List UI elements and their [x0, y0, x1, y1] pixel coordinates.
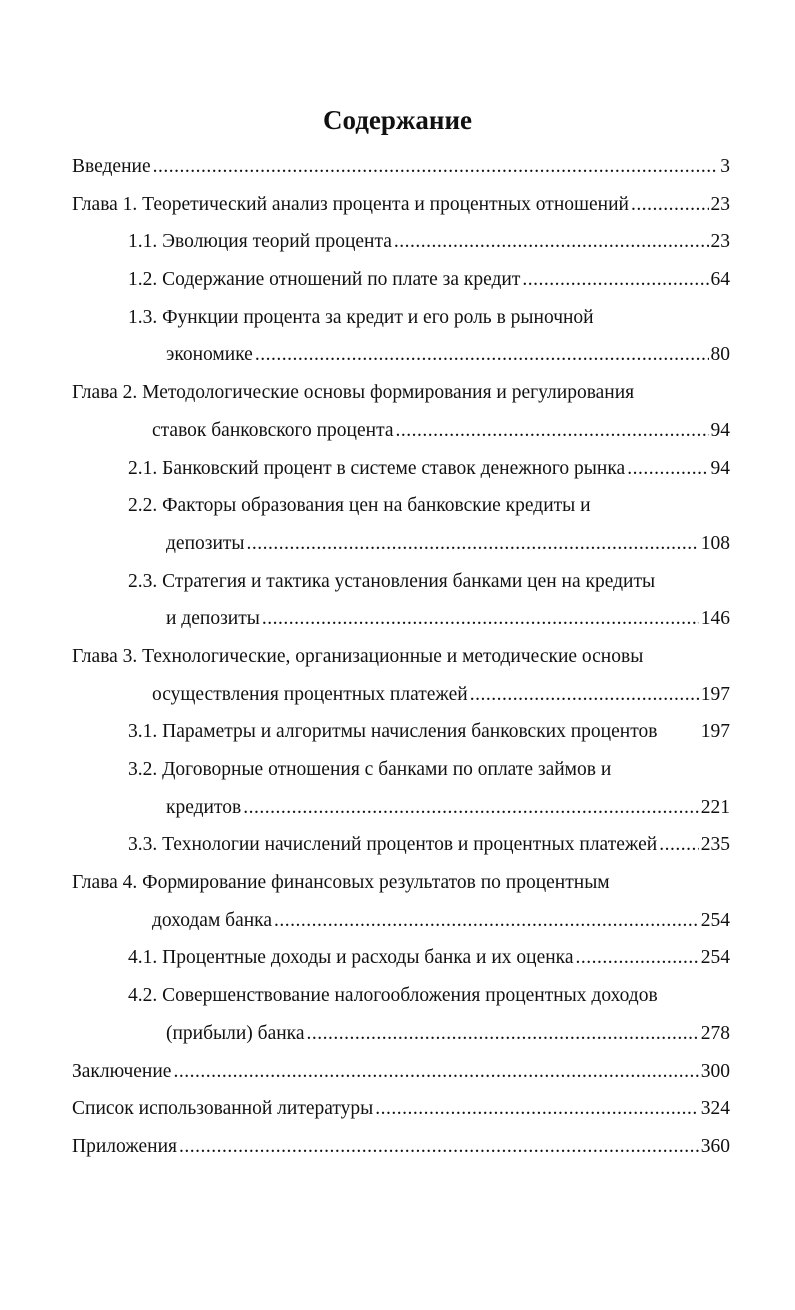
toc-line: [128, 450, 730, 488]
toc-line: [152, 676, 730, 714]
toc-line: [72, 148, 730, 186]
toc-page-number: 94: [710, 457, 730, 479]
toc-entry: [0, 638, 795, 676]
toc-line: [72, 1128, 730, 1166]
toc-entry: [0, 977, 795, 1015]
toc-entry: [0, 713, 795, 751]
toc-entry: [0, 450, 795, 488]
toc-entry-text: 4.2. Совершенствование налогообложения процентных доходов: [128, 985, 658, 1007]
toc-entry: [0, 563, 795, 601]
toc-line: [128, 939, 730, 977]
toc-line: [166, 525, 730, 563]
toc-entry-text: 1.3. Функции процента за кредит и его роль в рыночной: [128, 306, 594, 328]
dot-leader: [394, 223, 709, 261]
toc-entry-text: Заключение: [72, 1060, 172, 1082]
toc-page-number: 278: [700, 1022, 730, 1044]
toc-entry: [0, 676, 795, 714]
toc-page-number: 197: [700, 683, 730, 705]
dot-leader: [173, 1053, 698, 1091]
toc-entry: [0, 374, 795, 412]
toc-entry-text: 2.2. Факторы образования цен на банковские кредиты и: [128, 495, 591, 517]
toc-entry-text: Глава 4. Формирование финансовых результатов по процентным: [72, 872, 610, 894]
toc-page-number: 80: [710, 344, 730, 366]
toc-line: [166, 1015, 730, 1053]
toc-line: [72, 186, 730, 224]
dot-leader: [307, 1015, 699, 1053]
toc-entry: [0, 1015, 795, 1053]
toc-entry-text: осуществления процентных платежей: [152, 683, 468, 705]
toc-line: [128, 713, 730, 751]
toc-entry: [0, 261, 795, 299]
dot-leader: [262, 600, 699, 638]
toc-line: [128, 261, 730, 299]
toc-page-number: 197: [700, 721, 730, 743]
toc-entry: [0, 751, 795, 789]
toc-line: [72, 1053, 730, 1091]
toc-entry: [0, 487, 795, 525]
toc-line: [152, 412, 730, 450]
table-of-contents: [0, 148, 795, 1166]
toc-entry: [0, 412, 795, 450]
toc-entry: [0, 1053, 795, 1091]
toc-entry: [0, 600, 795, 638]
toc-entry-text: доходам банка: [152, 909, 273, 931]
toc-line: [166, 600, 730, 638]
toc-entry-text: 3.3. Технологии начислений процентов и процентных платежей: [128, 834, 658, 856]
dot-leader: [274, 902, 699, 940]
dot-leader: [255, 336, 709, 374]
dot-leader: [576, 939, 699, 977]
toc-entry-text: 2.3. Стратегия и тактика установления банками цен на кредиты: [128, 570, 656, 592]
toc-line: [128, 826, 730, 864]
toc-entry: [0, 223, 795, 261]
toc-line: [72, 1090, 730, 1128]
toc-entry-text: экономике: [166, 344, 253, 366]
toc-page-number: 254: [700, 909, 730, 931]
toc-entry-text: ставок банковского процента: [152, 419, 394, 441]
toc-entry: [0, 148, 795, 186]
toc-entry: [0, 299, 795, 337]
dot-leader: [470, 676, 699, 714]
toc-page-number: 23: [710, 231, 730, 253]
toc-entry-text: и депозиты: [166, 608, 260, 630]
toc-line: [152, 902, 730, 940]
toc-line: [166, 336, 730, 374]
toc-entry: [0, 826, 795, 864]
toc-entry: [0, 186, 795, 224]
toc-entry-text: Список использованной литературы: [72, 1098, 374, 1120]
dot-leader: [395, 412, 708, 450]
toc-entry-text: депозиты: [166, 532, 245, 554]
toc-page-number: 64: [710, 269, 730, 291]
toc-entry-text: Глава 3. Технологические, организационные и методические основы: [72, 645, 644, 667]
toc-entry-text: Глава 2. Методологические основы формирования и регулирования: [72, 382, 635, 404]
toc-entry: [0, 525, 795, 563]
toc-page-number: 108: [700, 532, 730, 554]
toc-page-number: 3: [720, 156, 730, 177]
dot-leader: [627, 450, 708, 488]
dot-leader: [659, 826, 699, 864]
toc-page-number: 360: [700, 1135, 730, 1157]
toc-line: [166, 789, 730, 827]
toc-entry: [0, 789, 795, 827]
toc-entry: [0, 1128, 795, 1166]
toc-entry-text: 2.1. Банковский процент в системе ставок денежного рынка: [128, 457, 626, 479]
dot-leader: [247, 525, 699, 563]
toc-page-number: 23: [710, 193, 730, 215]
toc-page-number: 94: [710, 419, 730, 441]
toc-line: [128, 223, 730, 261]
toc-entry: [0, 336, 795, 374]
toc-entry-text: 3.1. Параметры и алгоритмы начисления банковских процентов: [128, 721, 658, 743]
toc-entry-text: Приложения: [72, 1135, 177, 1157]
toc-entry-text: 1.2. Содержание отношений по плате за кредит: [128, 269, 521, 291]
toc-page-number: 235: [700, 834, 730, 856]
toc-entry: [0, 939, 795, 977]
toc-entry: [0, 902, 795, 940]
dot-leader: [153, 148, 719, 186]
toc-entry-text: Глава 1. Теоретический анализ процента и процентных отношений: [72, 193, 629, 215]
dot-leader: [179, 1128, 699, 1166]
toc-page-number: 221: [700, 796, 730, 818]
page-title: Содержание: [322, 105, 473, 135]
toc-page-number: 146: [700, 608, 730, 630]
toc-entry: [0, 1090, 795, 1128]
dot-leader: [631, 186, 709, 224]
toc-entry-text: (прибыли) банка: [166, 1022, 305, 1044]
toc-page-number: 300: [700, 1060, 730, 1082]
toc-entry-text: кредитов: [166, 796, 242, 818]
toc-entry-text: Введение: [72, 156, 151, 177]
toc-entry-text: 4.1. Процентные доходы и расходы банка и их оценка: [128, 947, 574, 969]
dot-leader: [375, 1090, 698, 1128]
dot-leader: [243, 789, 699, 827]
toc-entry-text: 1.1. Эволюция теорий процента: [128, 231, 392, 253]
toc-entry-text: 3.2. Договорные отношения с банками по оплате займов и: [128, 759, 612, 780]
dot-leader: [522, 261, 708, 299]
toc-page-number: 254: [700, 947, 730, 969]
toc-entry: [0, 864, 795, 902]
toc-page-number: 324: [700, 1098, 730, 1120]
